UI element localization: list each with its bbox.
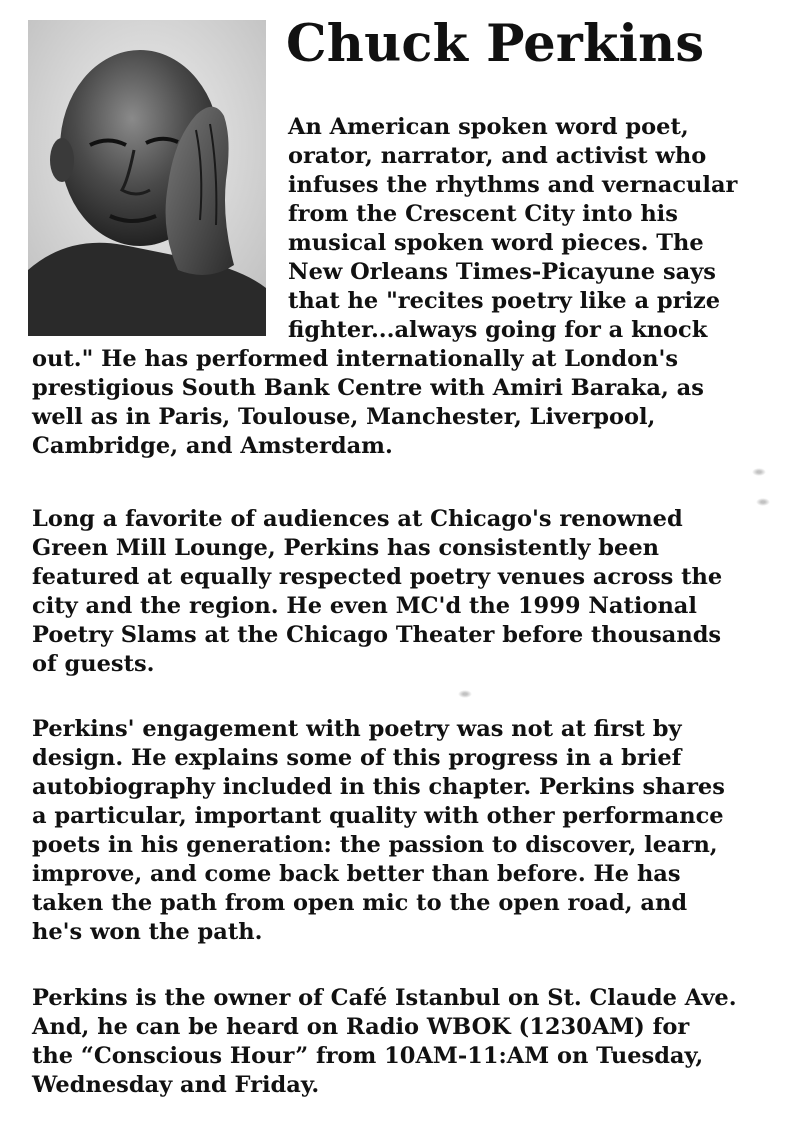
text-line: out." He has performed internationally at London's <box>32 346 679 372</box>
text-line: well as in Paris, Toulouse, Manchester, Liverpool, <box>32 404 656 430</box>
text-line: Poetry Slams at the Chicago Theater before thousands <box>32 622 722 648</box>
text-line: he's won the path. <box>32 919 263 945</box>
text-line: orator, narrator, and activist who <box>288 143 707 169</box>
text-line: that he "recites poetry like a prize <box>288 288 721 314</box>
text-line: Cambridge, and Amsterdam. <box>32 433 393 459</box>
paragraph-4 <box>32 984 737 1100</box>
scan-speck <box>756 498 770 506</box>
paragraph-3 <box>32 715 725 947</box>
text-line: from the Crescent City into his <box>288 201 678 227</box>
scan-speck <box>752 468 766 476</box>
text-line: And, he can be heard on Radio WBOK (1230AM) for <box>32 1014 690 1040</box>
text-line: poets in his generation: the passion to discover, learn, <box>32 832 718 858</box>
text-line: taken the path from open mic to the open road, and <box>32 890 688 916</box>
scan-speck <box>458 690 472 698</box>
text-line: Perkins is the owner of Café Istanbul on St. Claude Ave. <box>32 985 737 1011</box>
text-line: Long a favorite of audiences at Chicago's renowned <box>32 506 683 532</box>
text-line: the “Conscious Hour” from 10AM-11:AM on Tuesday, <box>32 1043 704 1069</box>
text-line: design. He explains some of this progress in a brief <box>32 745 682 771</box>
text-line: infuses the rhythms and vernacular <box>288 172 738 198</box>
text-line: of guests. <box>32 651 155 677</box>
text-line: a particular, important quality with other performance <box>32 803 724 829</box>
text-line: Green Mill Lounge, Perkins has consistently been <box>32 535 660 561</box>
paragraph-1-beside-photo <box>288 113 737 345</box>
text-line: Perkins' engagement with poetry was not at first by <box>32 716 682 742</box>
text-line: improve, and come back better than before. He has <box>32 861 681 887</box>
text-line: city and the region. He even MC'd the 1999 National <box>32 593 697 619</box>
paragraph-1-full-width <box>32 345 704 461</box>
text-line: musical spoken word pieces. The <box>288 230 704 256</box>
text-line: New Orleans Times-Picayune says <box>288 259 716 285</box>
text-line: An American spoken word poet, <box>288 114 689 140</box>
text-line: fighter...always going for a knock <box>288 317 708 343</box>
paragraph-2 <box>32 505 722 679</box>
text-line: featured at equally respected poetry venues across the <box>32 564 723 590</box>
text-line: prestigious South Bank Centre with Amiri Baraka, as <box>32 375 704 401</box>
author-portrait-photo <box>28 20 266 336</box>
text-line: autobiography included in this chapter. Perkins shares <box>32 774 725 800</box>
text-line: Wednesday and Friday. <box>32 1072 320 1098</box>
page-title: Chuck Perkins <box>286 14 705 74</box>
